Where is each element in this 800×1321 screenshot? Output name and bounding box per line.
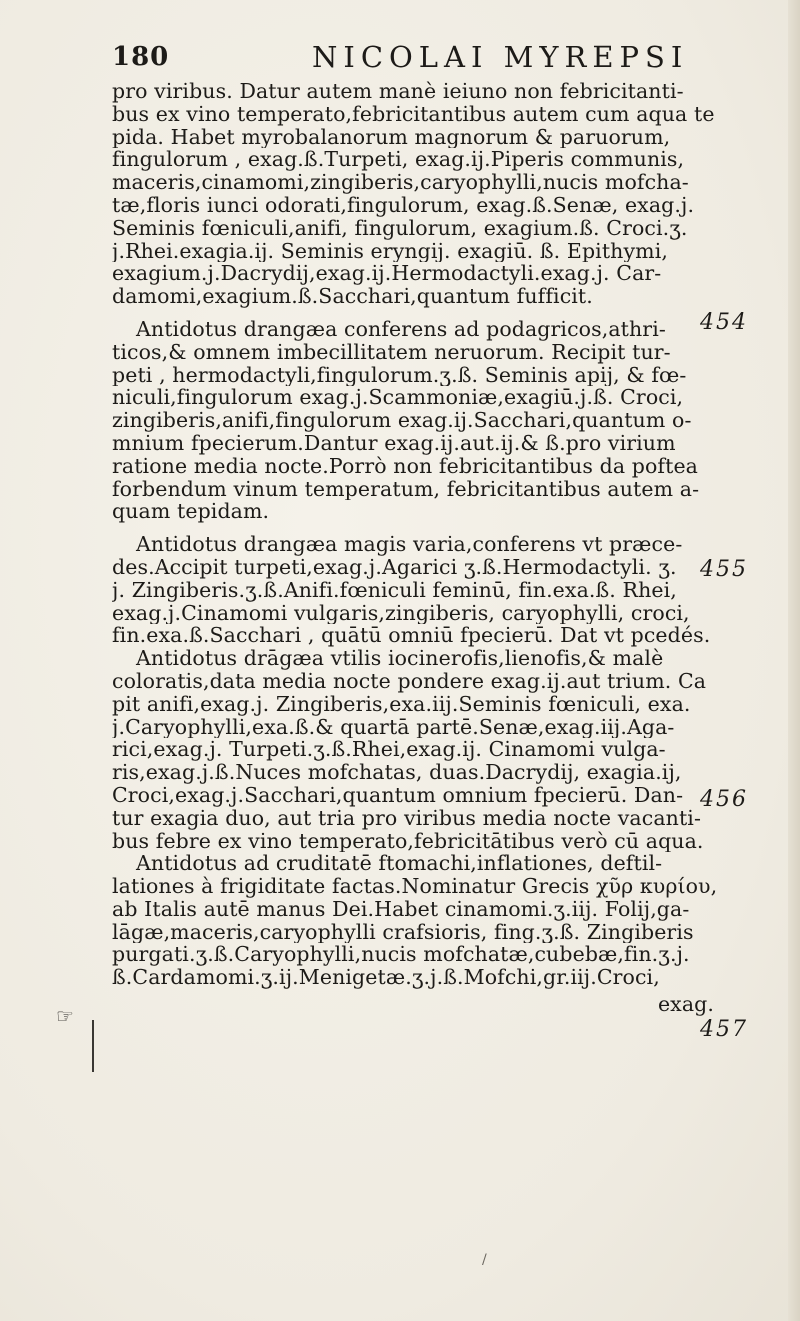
margin-number: 454: [700, 310, 748, 335]
text-line: exagium.j.Dacrydij,exag.ij.Hermodactyli.exag.j. Car-: [112, 262, 662, 286]
text-line: Antidotus drangæa magis varia,conferens vt præce-: [136, 533, 683, 556]
text-line: forbendum vinum temperatum, febricitantibus autem a-: [112, 477, 700, 501]
text-line: bus febre ex vino temperato,febricitātibus verò cū aqua.: [112, 829, 704, 853]
margin-number: 456: [700, 787, 748, 812]
catchword: exag.: [657, 993, 714, 1016]
running-title: NICOLAI MYREPSI: [312, 40, 689, 74]
text-line: niculi,fingulorum exag.j.Scammoniæ,exagiū.j.ß. Croci,: [112, 386, 684, 410]
text-line: exag.j.Cinamomi vulgaris,zingiberis, caryophylli, croci,: [112, 601, 690, 625]
paragraph-gap: [112, 523, 732, 533]
page-header: [112, 38, 732, 78]
text-line: pit anifi,exag.j. Zingiberis,exa.iij.Seminis fœniculi, exa.: [112, 692, 691, 716]
text-line: ris,exag.j.ß.Nuces mofchatas, duas.Dacrydij, exagia.ij,: [112, 761, 682, 784]
text-line: Croci,exag.j.Sacchari,quantum omnium fpecierū. Dan-: [112, 783, 684, 807]
text-line: quam tepidam.: [112, 500, 270, 524]
text-line: fin.exa.ß.Sacchari , quātū omniū fpecierū. Dat vt pcedés.: [112, 624, 711, 648]
text-line: j.Caryophylli,exa.ß.& quartā partē.Senæ,exag.iij.Aga-: [112, 715, 675, 739]
text-line: Antidotus drāgæa vtilis iocinerofis,lienofis,& malè: [136, 647, 664, 670]
text-line: maceris,cinamomi,zingiberis,caryophylli,nucis mofcha-: [112, 171, 689, 194]
text-line: tur exagia duo, aut tria pro viribus media nocte vacanti-: [112, 806, 701, 830]
text-line: ab Italis autē manus Dei.Habet cinamomi.ʒ.iij. Folij,ga-: [112, 897, 690, 921]
text-line: lationes à frigiditate factas.Nominatur Grecis χῦρ κυρίου,: [112, 875, 718, 898]
body-text: [112, 80, 732, 1016]
text-line: Seminis fœniculi,anifi, fingulorum, exagium.ß. Croci.ʒ.: [112, 216, 688, 240]
margin-number: 457: [700, 1017, 748, 1042]
text-line: mnium fpecierum.Dantur exag.ij.aut.ij.& ß.pro virium: [112, 431, 676, 455]
hand-pointer-icon: ☞: [56, 1004, 74, 1028]
margin-number: 455: [700, 557, 748, 582]
margin-rule: [92, 1020, 94, 1072]
text-line: purgati.ʒ.ß.Caryophylli,nucis mofchatæ,cubebæ,fin.ʒ.j.: [112, 943, 690, 967]
text-line: coloratis,data media nocte pondere exag.ij.aut trium. Ca: [112, 669, 707, 693]
text-line: zingiberis,anifi,fingulorum exag.ij.Sacchari,quantum o-: [112, 409, 692, 432]
paragraph-gap: [112, 308, 732, 318]
text-line: damomi,exagium.ß.Sacchari,quantum fufficit.: [112, 285, 593, 308]
text-line: lāgæ,maceris,caryophylli crafsioris, fing.ʒ.ß. Zingiberis: [112, 920, 694, 944]
text-line: rici,exag.j. Turpeti.ʒ.ß.Rhei,exag.ij. Cinamomi vulga-: [112, 738, 666, 762]
text-line: fingulorum , exag.ß.Turpeti, exag.ij.Piperis communis,: [112, 148, 685, 172]
text-line: j.Rhei.exagia.ij. Seminis eryngij. exagiū. ß. Epithymi,: [112, 239, 668, 263]
stray-ink-mark: /: [482, 1252, 487, 1268]
text-line: pro viribus. Datur autem manè ieiuno non febricitanti-: [112, 80, 684, 103]
text-line: bus ex vino temperato,febricitantibus autem cum aqua te: [112, 102, 715, 126]
text-line: des.Accipit turpeti,exag.j.Agarici ʒ.ß.Hermodactyli. ʒ.: [112, 555, 677, 579]
text-line: Antidotus drangæa conferens ad podagricos,athri-: [136, 317, 666, 341]
text-line: ratione media nocte.Porrò non febricitantibus da poftea: [112, 454, 698, 478]
text-line: peti , hermodactyli,fingulorum.ʒ.ß. Seminis apij, & fœ-: [112, 363, 687, 387]
text-line: j. Zingiberis.ʒ.ß.Anifi.fœniculi feminū, fin.exa.ß. Rhei,: [112, 578, 677, 602]
page-edge: [788, 0, 800, 1321]
text-line: Antidotus ad cruditatē ftomachi,inflationes, deftil-: [136, 852, 663, 876]
text-line: pida. Habet myrobalanorum magnorum & paruorum,: [112, 125, 671, 149]
text-line: ß.Cardamomi.ʒ.ij.Menigetæ.ʒ.j.ß.Mofchi,gr.iij.Croci,: [112, 966, 660, 990]
text-line: ticos,& omnem imbecillitatem neruorum. Recipit tur-: [112, 340, 671, 364]
page-number: 180: [112, 42, 170, 72]
text-line: tæ,floris iunci odorati,fingulorum, exag.ß.Senæ, exag.j.: [112, 193, 695, 217]
